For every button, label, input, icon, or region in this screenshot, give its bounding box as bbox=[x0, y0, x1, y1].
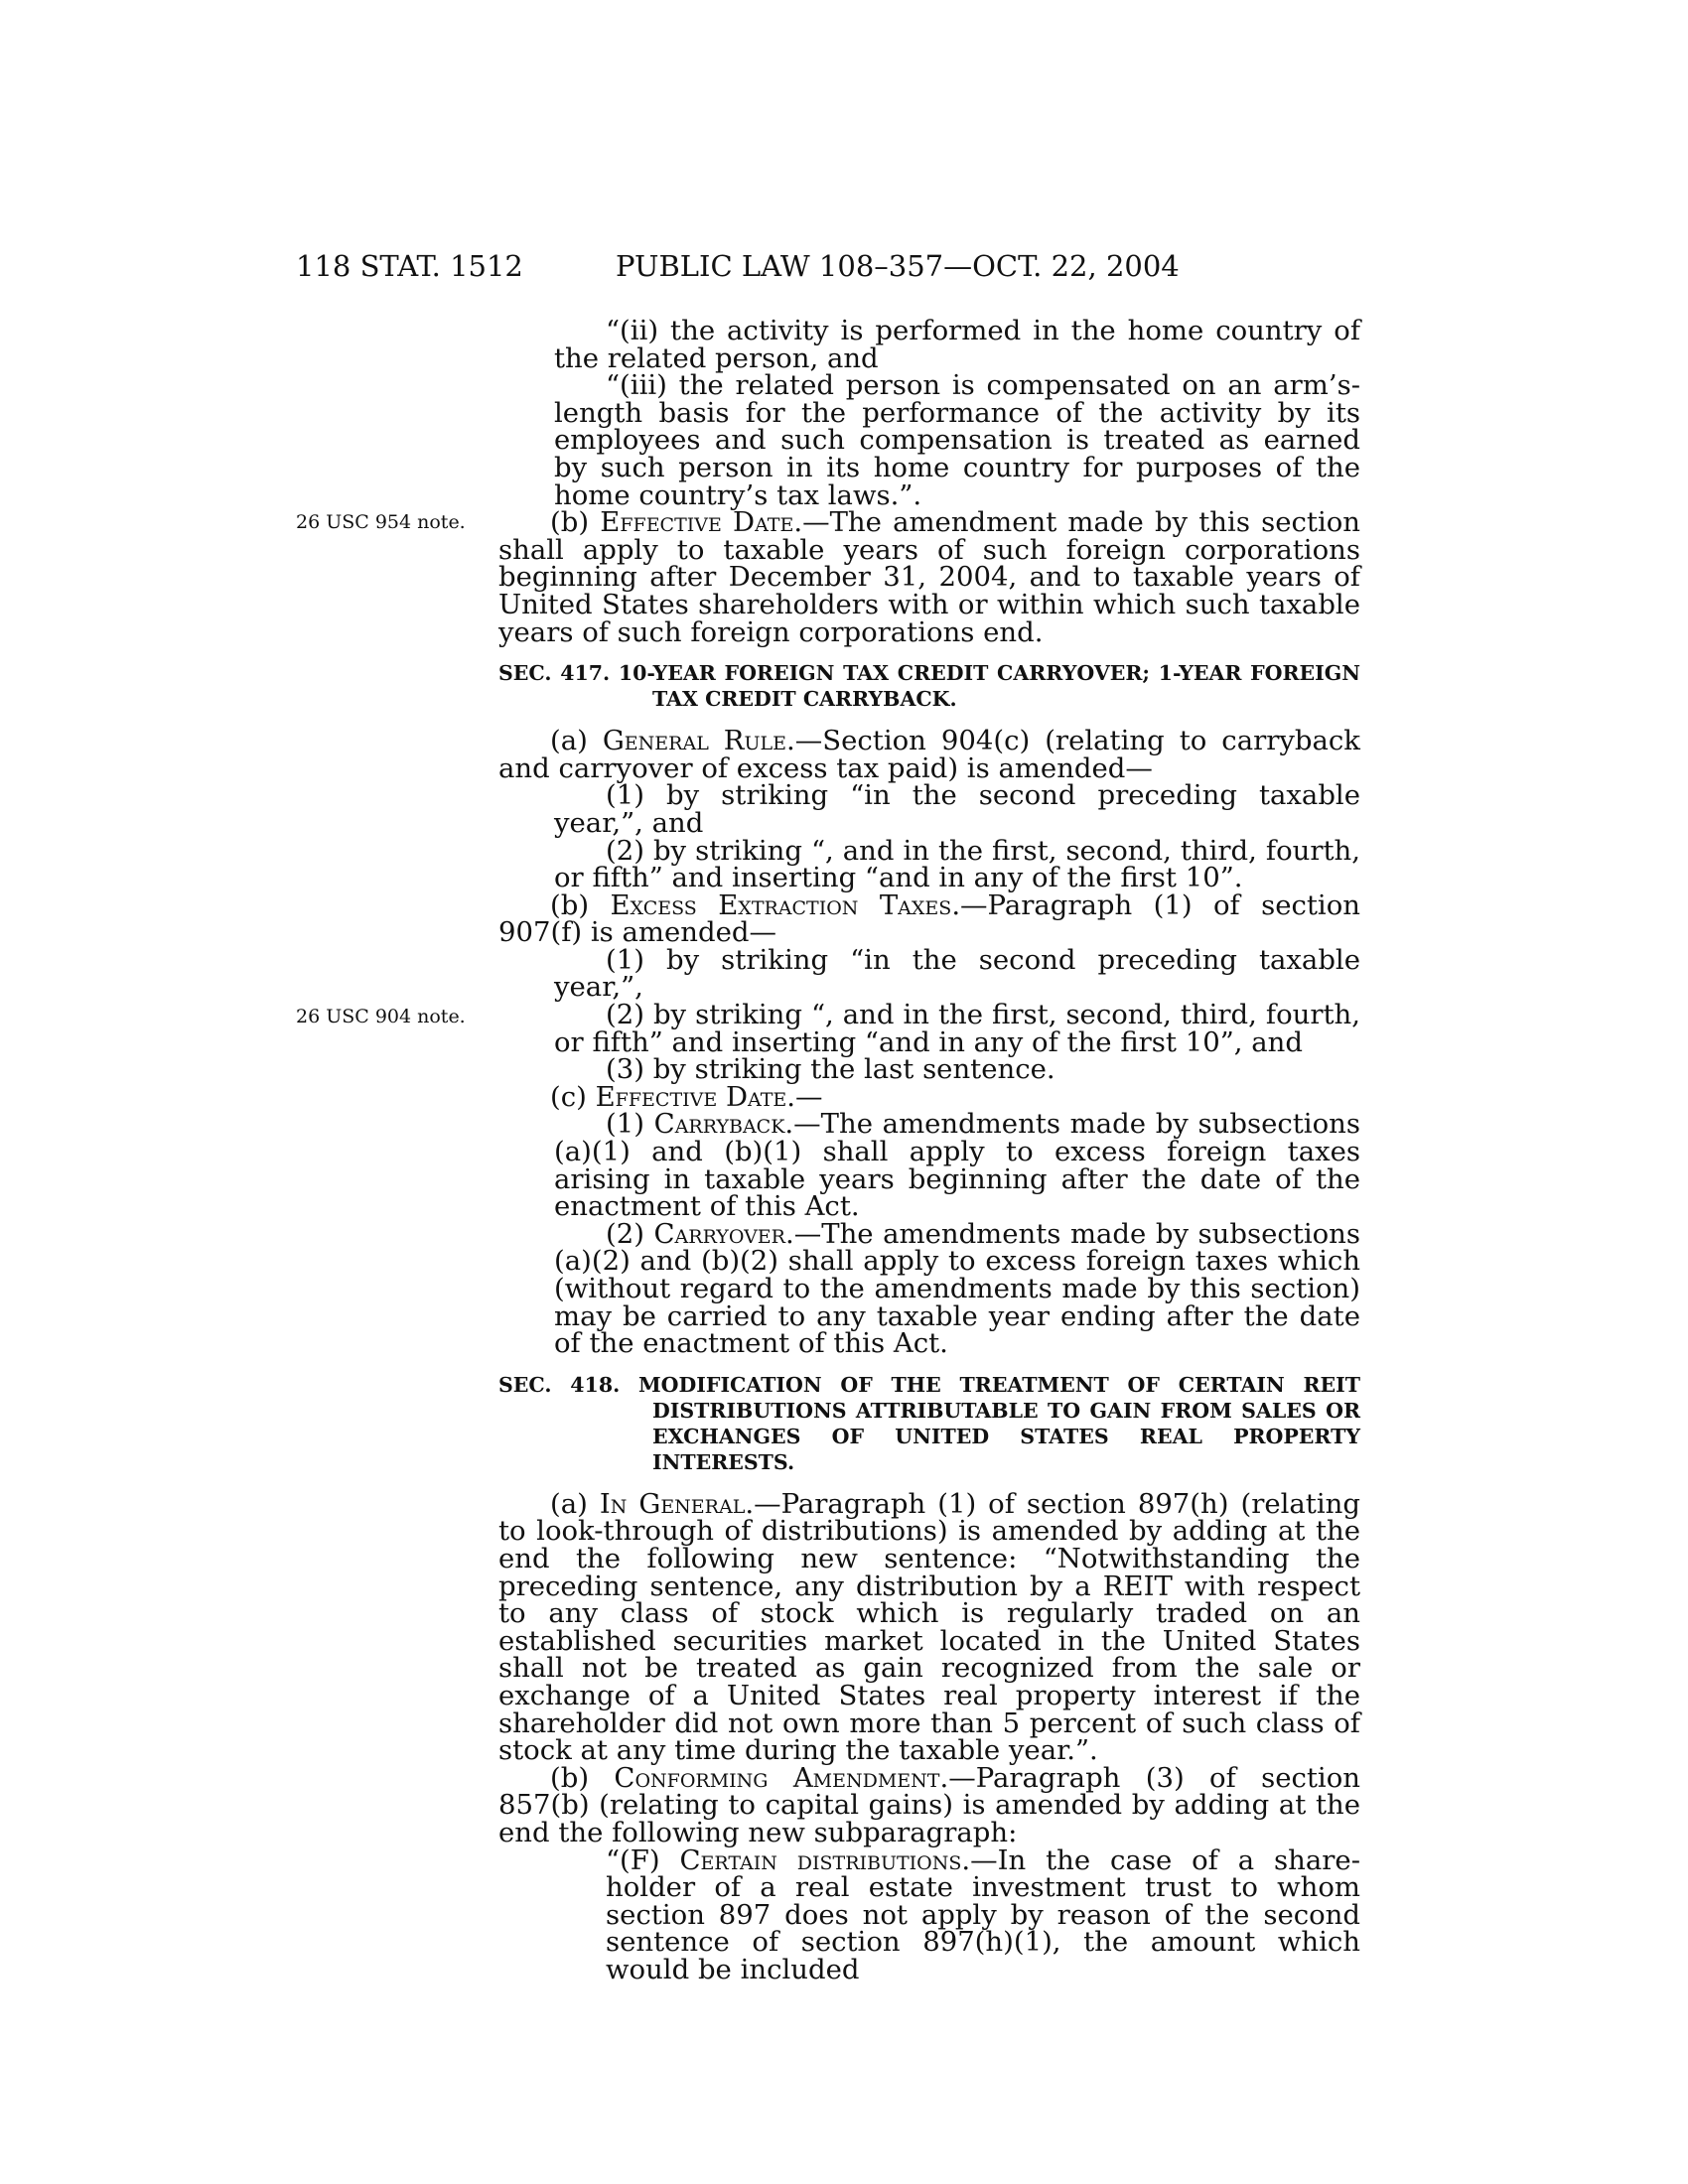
s418-b: (b) Conforming Amendment.—Paragraph (3) of section 857(b) (relating to capital gains) is amended by adding at the end the following new subparagraph: bbox=[498, 1761, 1360, 1848]
s418-b-F: “(F) Certain distributions.—In the case of a shareholder of a real estate investment trust to whom section 897 does not apply by reason of the second sentence of section 897(h)(1), the amount which would be included bbox=[606, 1843, 1360, 1985]
s417-a-1: (1) by striking “in the second preceding taxable year,”, and bbox=[554, 779, 1360, 839]
s417-b-2: (2) by striking “, and in the first, second, third, fourth, or fifth” and inserting “and in any of the first 10”, and bbox=[554, 999, 1360, 1058]
effective-date-paragraph: (b) Effective Date.—The amendment made by this section shall apply to taxable years of such foreign corporations beginning after December 31, 2004, and to taxable years of United States shareholders with or within which such taxable years of such foreign corporations end. bbox=[498, 506, 1361, 648]
s417-b: (b) Excess Extraction Taxes.—Paragraph (1) of section 907(f) is amended— bbox=[498, 888, 1360, 949]
stat-page-number: 118 STAT. 1512 bbox=[296, 249, 523, 283]
margin-note-904: 26 USC 904 note. bbox=[296, 1006, 466, 1027]
margin-note-954: 26 USC 954 note. bbox=[296, 511, 466, 533]
s417-a-2: (2) by striking “, and in the first, second, third, fourth, or fifth” and inserting “and in any of the first 10”. bbox=[554, 834, 1360, 894]
s417-a: (a) General Rule.—Section 904(c) (relating to carryback and carryover of excess tax paid) is amended— bbox=[498, 725, 1360, 784]
s417-c: (c) Effective Date.— bbox=[550, 1080, 823, 1113]
paragraph-iii: “(iii) the related person is compensated on an arm’s-length basis for the performance of the activity by its employees and such compensation is treated as earned by such person in its home country for purposes of the home country’s tax laws.”. bbox=[554, 369, 1360, 511]
section-417-heading: SEC. 417. 10-YEAR FOREIGN TAX CREDIT CARRYOVER; 1-YEAR FOREIGN TAX CREDIT CARRYBACK. bbox=[498, 661, 1360, 712]
body-text bbox=[498, 315, 1361, 1985]
s417-b-1: (1) by striking “in the second preceding taxable year,”, bbox=[554, 943, 1360, 1004]
effective-date-heading: Effective Date bbox=[600, 506, 794, 539]
s418-a: (a) In General.—Paragraph (1) of section 897(h) (relating to look-through of distributions) is amended by adding at the end the following new sentence: “Notwithstanding the preceding sentence, any distribution by a REIT with respect to any class of stock which is regularly traded on an established securities market located in the United States shall not be treated as gain recognized from the sale or exchange of a United States real property interest if the shareholder did not own more than 5 percent of such class of stock at any time during the taxable year.”. bbox=[498, 1487, 1360, 1767]
s417-b-3: (3) by striking the last sentence. bbox=[606, 1053, 1055, 1086]
running-header-title: PUBLIC LAW 108–357—OCT. 22, 2004 bbox=[616, 249, 1180, 283]
s417-c-2: (2) Carryover.—The amendments made by subsections (a)(2) and (b)(2) shall apply to excess foreign taxes which (without regard to the amendments made by this section) may be carried to any taxable year ending after the date of the enactment of this Act. bbox=[554, 1217, 1360, 1360]
s417-c-1: (1) Carryback.—The amendments made by subsections (a)(1) and (b)(1) shall apply to excess foreign taxes arising in taxable years beginning after the date of the enactment of this Act. bbox=[554, 1108, 1360, 1223]
section-418-heading: SEC. 418. MODIFICATION OF THE TREATMENT OF CERTAIN REIT DISTRIBUTIONS ATTRIBUTABLE TO GAIN FROM SALES OR EXCHANGES OF UNITED STATES REAL PROPERTY INTERESTS. bbox=[498, 1372, 1360, 1474]
paragraph-ii: “(ii) the activity is performed in the home country of the related person, and bbox=[554, 315, 1360, 374]
